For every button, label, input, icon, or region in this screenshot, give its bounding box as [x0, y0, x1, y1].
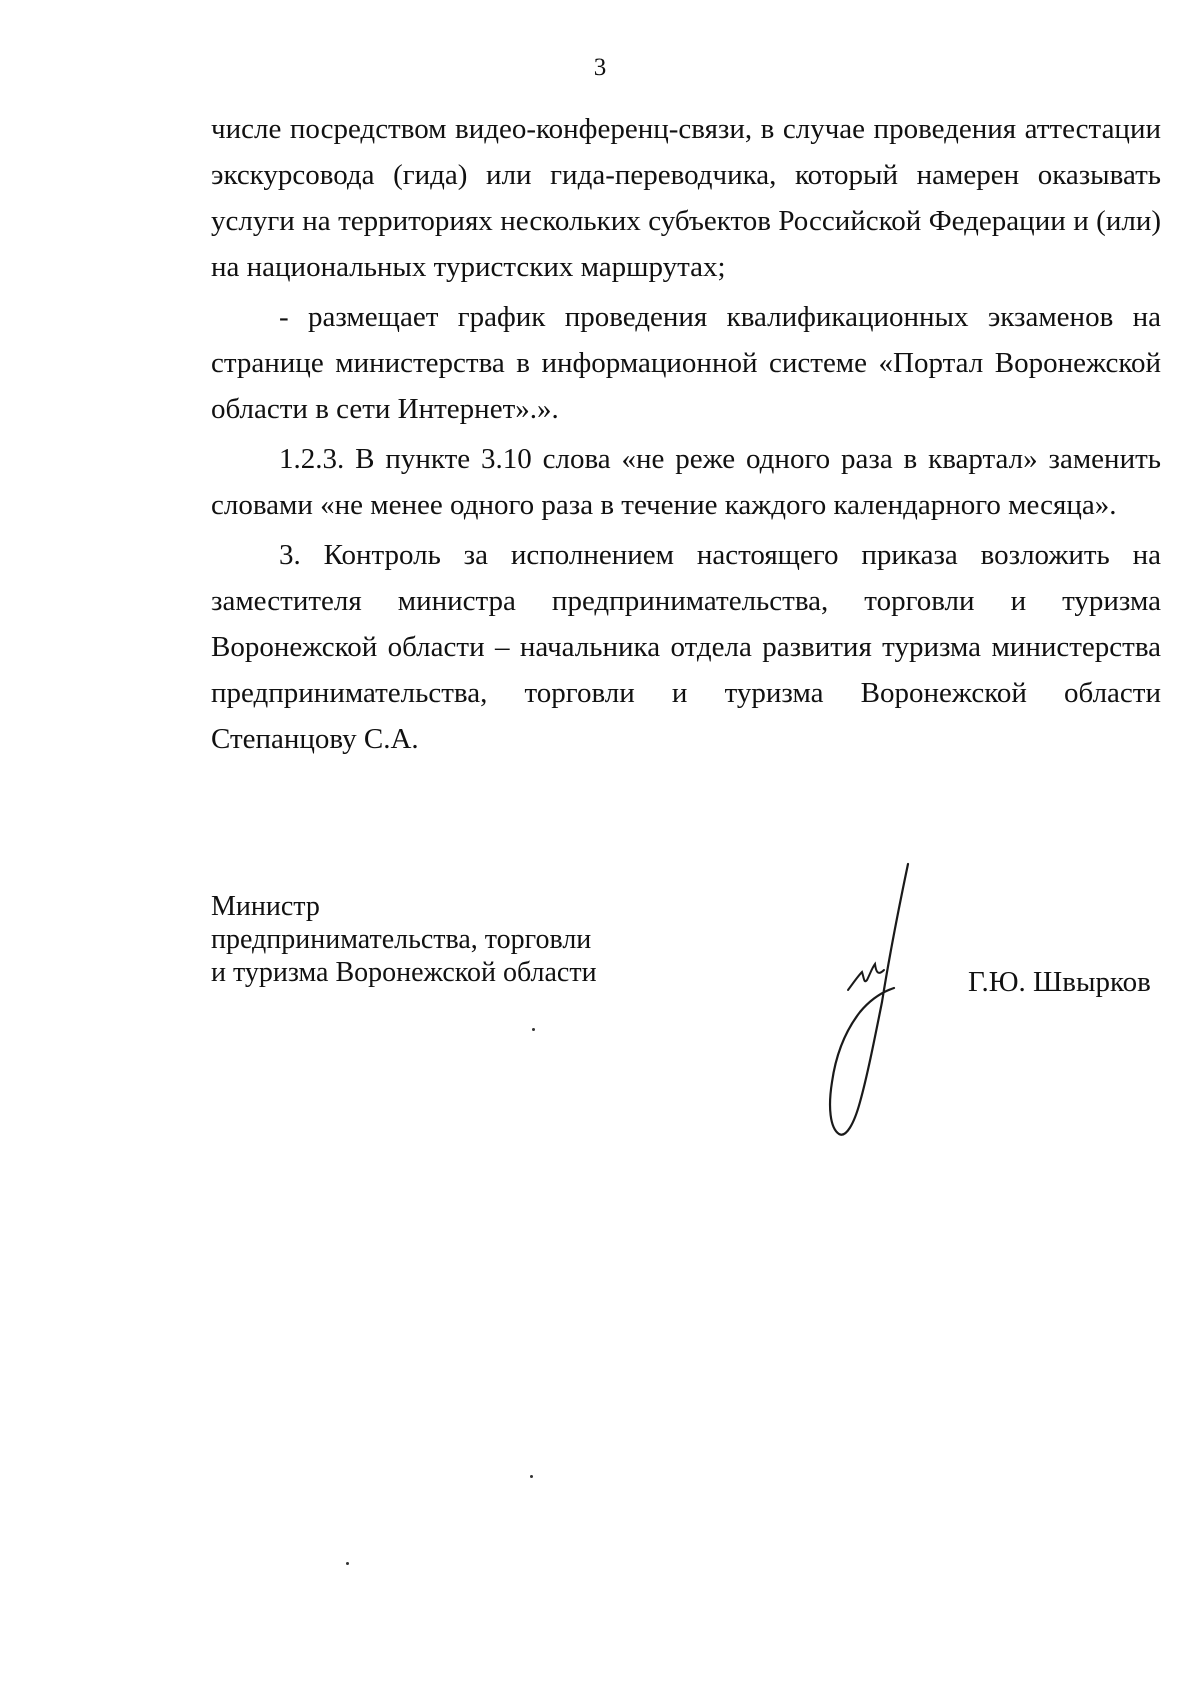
- paragraph-clause-1-2-3: 1.2.3. В пункте 3.10 слова «не реже одного раза в квартал» заменить словами «не менее одного раза в течение каждого календарного месяца».: [211, 443, 1161, 521]
- handwritten-signature: [812, 862, 922, 1142]
- signatory-title: [211, 890, 597, 989]
- signatory-title-line: предпринимательства, торговли: [211, 924, 592, 955]
- document-body: [211, 106, 1161, 766]
- paragraph-continuation: числе посредством видео-конференц-связи, в случае проведения аттестации экскурсовода (гида) или гида-переводчика, который намерен оказывать услуги на территориях нескольких субъектов Российской Федерации и (или) на национальных туристских маршрутах;: [211, 113, 1161, 283]
- signatory-title-line: и туризма Воронежской области: [211, 957, 597, 988]
- paragraph-clause-3: 3. Контроль за исполнением настоящего приказа возложить на заместителя министра предпринимательства, торговли и туризма Воронежской области – начальника отдела развития туризма министерства предпринимательства, торговли и туризма Воронежской области Степанцову С.А.: [211, 539, 1161, 755]
- scan-speck: [532, 1028, 535, 1031]
- scan-speck: [530, 1475, 533, 1478]
- signatory-title-line: Министр: [211, 891, 320, 922]
- paragraph-schedule-item: - размещает график проведения квалификационных экзаменов на странице министерства в информационной системе «Портал Воронежской области в сети Интернет».».: [211, 301, 1161, 425]
- page-number: 3: [593, 54, 607, 81]
- scan-speck: [346, 1562, 349, 1565]
- signatory-name: Г.Ю. Швырков: [968, 966, 1151, 998]
